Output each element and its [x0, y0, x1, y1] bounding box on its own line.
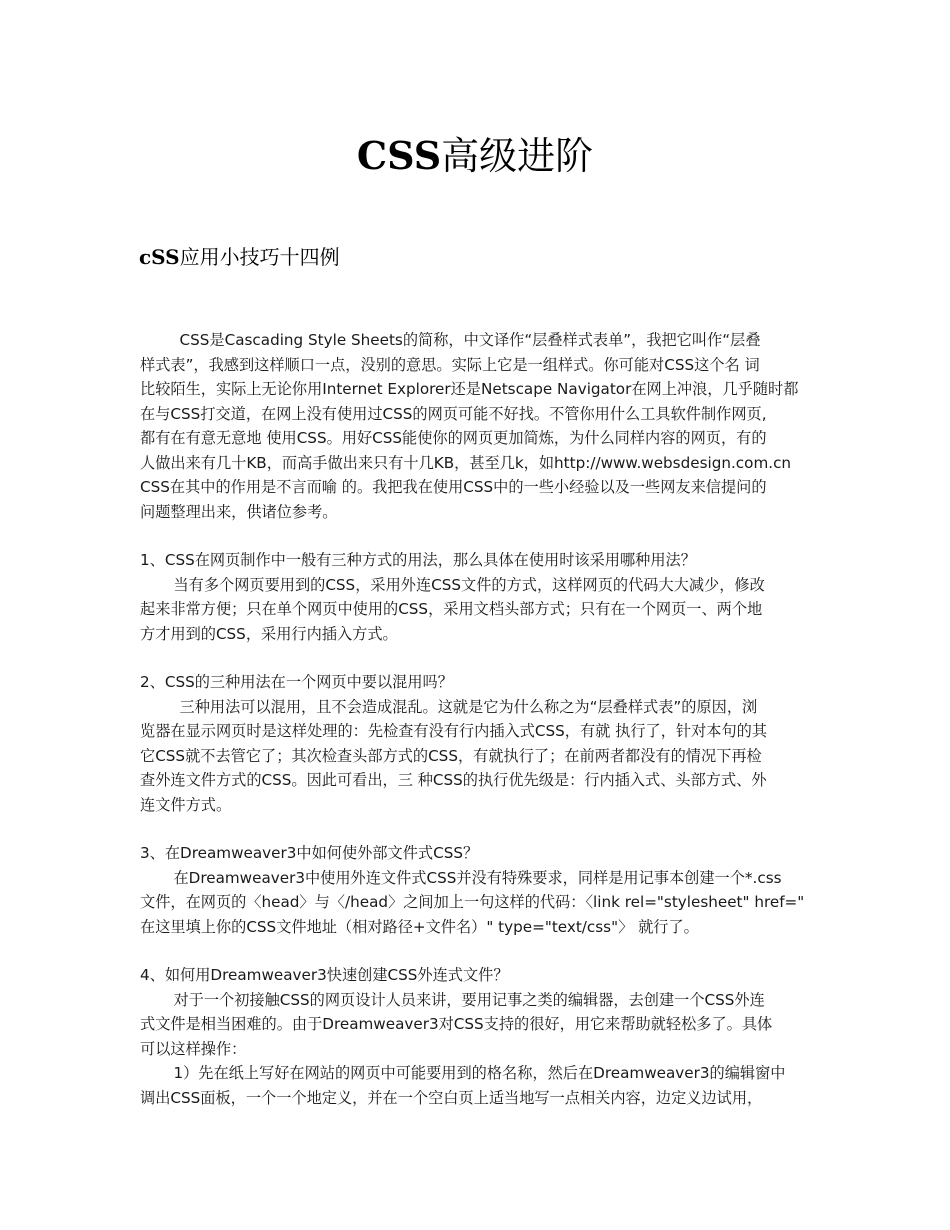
text-line: 连文件方式。	[140, 795, 232, 814]
text-line: 方才用到的CSS，采用行内插入方式。	[140, 624, 398, 643]
text-line: 查外连文件方式的CSS。因此可看出，三 种CSS的执行优先级是：行内插入式、头部方式、外	[140, 771, 767, 789]
text-line: 在这里填上你的CSS文件地址（相对路径+文件名）" type="text/css"〉 就行了。	[140, 917, 699, 936]
text-line: 三种用法可以混用，且不会造成混乱。这就是它为什么称之为“层叠样式表”的原因，浏	[179, 697, 758, 716]
subtitle-latin: cSS	[139, 245, 180, 269]
page-title	[0, 132, 950, 180]
body-text	[140, 328, 812, 1110]
faq-section-2	[140, 670, 812, 817]
title-latin: CSS	[356, 133, 442, 178]
text-line: 式文件是相当困难的。由于Dreamweaver3对CSS支持的很好，用它来帮助就轻松多了。具体	[140, 1015, 773, 1033]
faq-section-3	[140, 841, 812, 939]
text-line: 起来非常方便；只在单个网页中使用的CSS，采用文档头部方式；只有在一个网页一、两个地	[140, 600, 763, 618]
text-line: 调出CSS面板，一个一个地定义，并在一个空白页上适当地写一点相关内容，边定义边试用，	[140, 1088, 763, 1107]
text-line: 当有多个网页要用到的CSS，采用外连CSS文件的方式，这样网页的代码大大减少，修改	[173, 575, 765, 594]
intro-paragraph	[140, 328, 812, 524]
text-line: 览器在显示网页时是这样处理的：先检查有没有行内插入式CSS，有就 执行了，针对本句的其	[140, 722, 768, 740]
faq-question: 1、CSS在网页制作中一般有三种方式的用法，那么具体在使用时该采用哪种用法？	[140, 551, 696, 569]
text-line: 文件，在网页的〈head〉与〈/head〉之间加上一句这样的代码：〈link rel="stylesheet" href="	[140, 893, 805, 911]
subtitle-cjk: 应用小技巧十四例	[179, 245, 340, 269]
text-line: 都有在有意无意地 使用CSS。用好CSS能使你的网页更加简炼，为什么同样内容的网页，有的	[140, 429, 767, 447]
text-line: 在Dreamweaver3中使用外连文件式CSS并没有特殊要求，同样是用记事本创建一个*.css	[173, 868, 782, 887]
text-line: 人做出来有几十KB，而高手做出来只有十几KB，甚至几k，如http://www.websdesign.com.cn	[140, 453, 792, 472]
section-heading	[139, 243, 340, 271]
text-line: 比较陌生，实际上无论你用Internet Explorer还是Netscape Navigator在网上冲浪，几乎随时都	[140, 380, 799, 398]
text-line: 对于一个初接触CSS的网页设计人员来讲，要用记事之类的编辑器，去创建一个CSS外连	[173, 990, 765, 1009]
text-line: 可以这样操作：	[140, 1039, 247, 1058]
faq-question: 3、在Dreamweaver3中如何使外部文件式CSS？	[140, 844, 479, 862]
text-line: 它CSS就不去管它了；其次检查头部方式的CSS，有就执行了；在前两者都没有的情况下再检	[140, 746, 762, 765]
faq-section-1	[140, 548, 812, 646]
faq-question: 2、CSS的三种用法在一个网页中要以混用吗？	[140, 673, 453, 691]
text-line: 样式表”，我感到这样顺口一点，没别的意思。实际上它是一组样式。你可能对CSS这个名 词	[140, 355, 760, 374]
text-line: CSS是Cascading Style Sheets的简称，中文译作“层叠样式表单”，我把它叫作“层叠	[179, 331, 761, 349]
faq-question: 4、如何用Dreamweaver3快速创建CSS外连式文件？	[140, 966, 509, 984]
title-cjk: 高级进阶	[441, 134, 594, 178]
text-line: 问题整理出来，供诸位参考。	[140, 502, 338, 521]
text-line: CSS在其中的作用是不言而喻 的。我把我在使用CSS中的一些小经验以及一些网友来信提问的	[140, 478, 767, 496]
text-line: 在与CSS打交道，在网上没有使用过CSS的网页可能不好找。不管你用什么工具软件制作网页,	[140, 404, 767, 423]
faq-section-4	[140, 963, 812, 1110]
text-line: 1）先在纸上写好在网站的网页中可能要用到的格名称，然后在Dreamweaver3的编辑窗中	[173, 1064, 786, 1082]
